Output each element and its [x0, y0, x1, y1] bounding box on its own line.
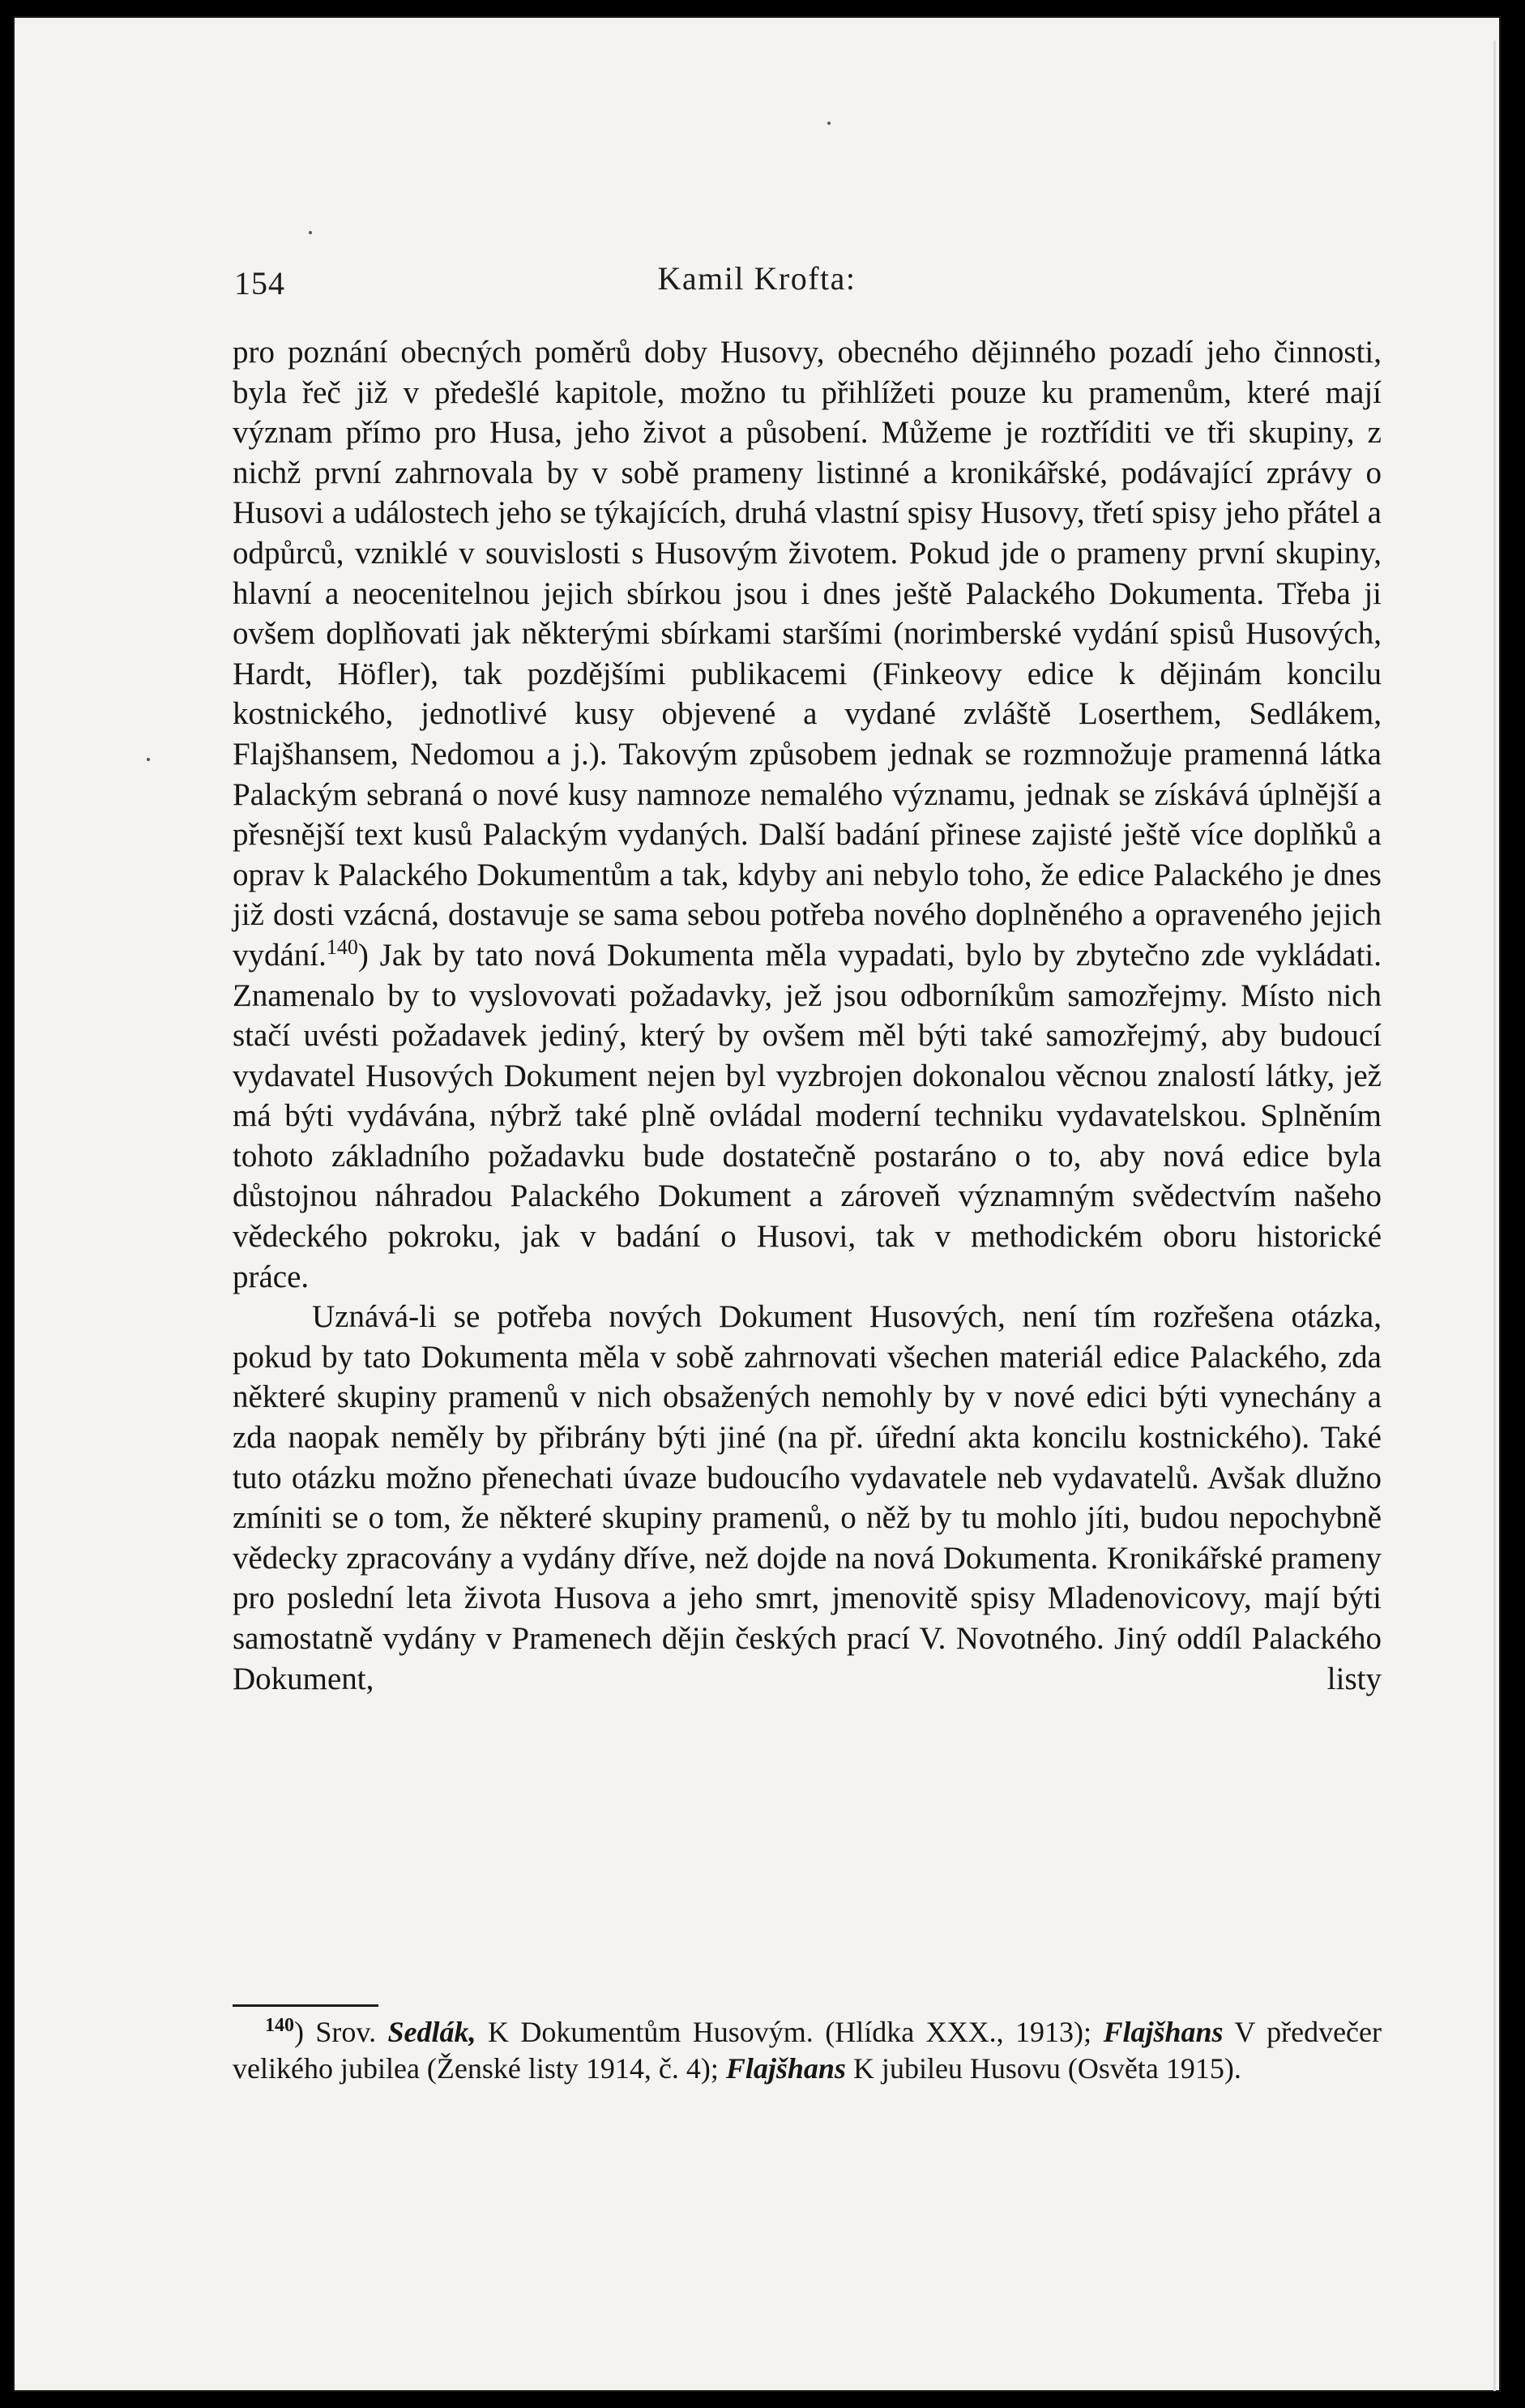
- page-header: [13, 259, 1501, 308]
- footnote-text: K Dokumentům Husovým. (Hlídka XXX., 1913);: [476, 2016, 1104, 2048]
- paragraph-text: pro poznání obecných poměrů doby Husovy, obecného dějinného pozadí jeho činnosti, byla řeč již v předešlé kapitole, možno tu přihlížeti pouze ku pramenům, které mají význam přímo pro Husa, jeho život a působení. Můžeme je roztříditi ve tři skupiny, z nichž první zahrnovala by v sobě prameny listinné a kronikářské, podávající zprávy o Husovi a událostech jeho se týkajících, druhá vlastní spisy Husovy, třetí spisy jeho přátel a odpůrců, vzniklé v souvislosti s Husovým životem. Pokud jde o prameny první skupiny, hlavní a neocenitelnou jejich sbírkou jsou i dnes ještě Palackého Dokumenta. Třeba ji ovšem doplňovati jak některými sbírkami staršími (norimberské vydání spisů Husových, Hardt, Höfler), tak pozdějšími publikacemi (Finkeovy edice k dějinám koncilu kostnického, jednotlivé kusy objevené a vydané zvláště Loserthem, Sedlákem, Flajšhansem, Nedomou a j.). Takovým způsobem jednak se rozmnožuje pramenná látka Palackým sebraná o nové kusy namnoze nemalého významu, jednak se získává úplnější a přesnější text kusů Palackým vydaných. Další badání přinese zajisté ještě více doplňků a oprav k Palackého Dokumentům a tak, kdyby ani nebylo toho, že edice Palackého je dnes již dosti vzácná, dostavuje se sama sebou potřeba nového doplněného a opraveného jejich vydání.: [233, 335, 1382, 973]
- footnote-text: K jubileu Husovu (Osvěta 1915).: [845, 2052, 1241, 2085]
- scan-edge-line: [1493, 41, 1496, 2391]
- footnote-text: V předvečer velikého jubilea (Ženské listy 1914, č. 4);: [233, 2016, 1382, 2085]
- footnote-reference: 140: [326, 935, 358, 959]
- paragraph-text: Uznává-li se potřeba nových Dokument Husových, není tím rozřešena otázka, pokud by tato Dokumenta měla v sobě zahrnovati všechen materiál edice Palackého, zda některé skupiny pramenů v nich obsažených nemohly by v nové edici býti vynechány a zda naopak neměly by přibrány býti jiné (na př. úřední akta koncilu kostnického). Také tuto otázku možno přenechati úvaze budoucího vydavatele neb vydavatelů. Avšak dlužno zmíniti se o tom, že některé skupiny pramenů, o něž by tu mohlo jíti, budou nepochybně vědecky zpracovány a vydány dříve, než dojde na nová Dokumenta. Kronikářské prameny pro poslední leta života Husova a jeho smrt, jmenovitě spisy Mladenovicovy, mají býti samostatně vydány v Pramenech dějin českých prací V. Novotného. Jiný oddíl Palackého Dokument, listy: [233, 1299, 1382, 1696]
- body-text: [233, 332, 1382, 1699]
- paragraph: [233, 332, 1382, 1297]
- footnote-text: ) Srov.: [294, 2016, 388, 2048]
- footnote-rule: [233, 2004, 378, 2007]
- scan-speck: [147, 758, 150, 761]
- page-number: 154: [234, 265, 285, 302]
- footnote-mark: 140: [265, 2015, 294, 2036]
- scan-speck: [309, 231, 312, 234]
- paragraph-last-line: práce.: [233, 1259, 310, 1294]
- footnote: [233, 2014, 1382, 2087]
- paragraph: [233, 1297, 1382, 1699]
- scan-speck: [827, 122, 831, 125]
- paragraph-text: ) Jak by tato nová Dokumenta měla vypadati, bylo by zbytečno zde vykládati. Znamenalo by to vyslovovati požadavky, jež jsou odborníkům samozřejmy. Místo nich stačí uvésti požadavek jediný, který by ovšem měl býti také samozřejmý, aby budoucí vydavatel Husových Dokument nejen byl vyzbrojen dokonalou věcnou znalostí látky, jež má býti vydávána, nýbrž také plně ovládal moderní techniku vydavatelskou. Splněním tohoto základního požadavku bude dostatečně postaráno o to, aby nová edice byla důstojnou náhradou Palackého Dokument a zároveň významným svědectvím našeho vědeckého pokroku, jak v badání o Husovi, tak v methodickém oboru historické: [233, 937, 1382, 1255]
- running-head: Kamil Krofta:: [657, 260, 856, 297]
- footnote-author: Flajšhans: [1103, 2016, 1224, 2048]
- footnote-author: Sedlák,: [387, 2016, 476, 2048]
- footnotes: [233, 2014, 1382, 2087]
- footnote-author: Flajšhans: [725, 2052, 846, 2085]
